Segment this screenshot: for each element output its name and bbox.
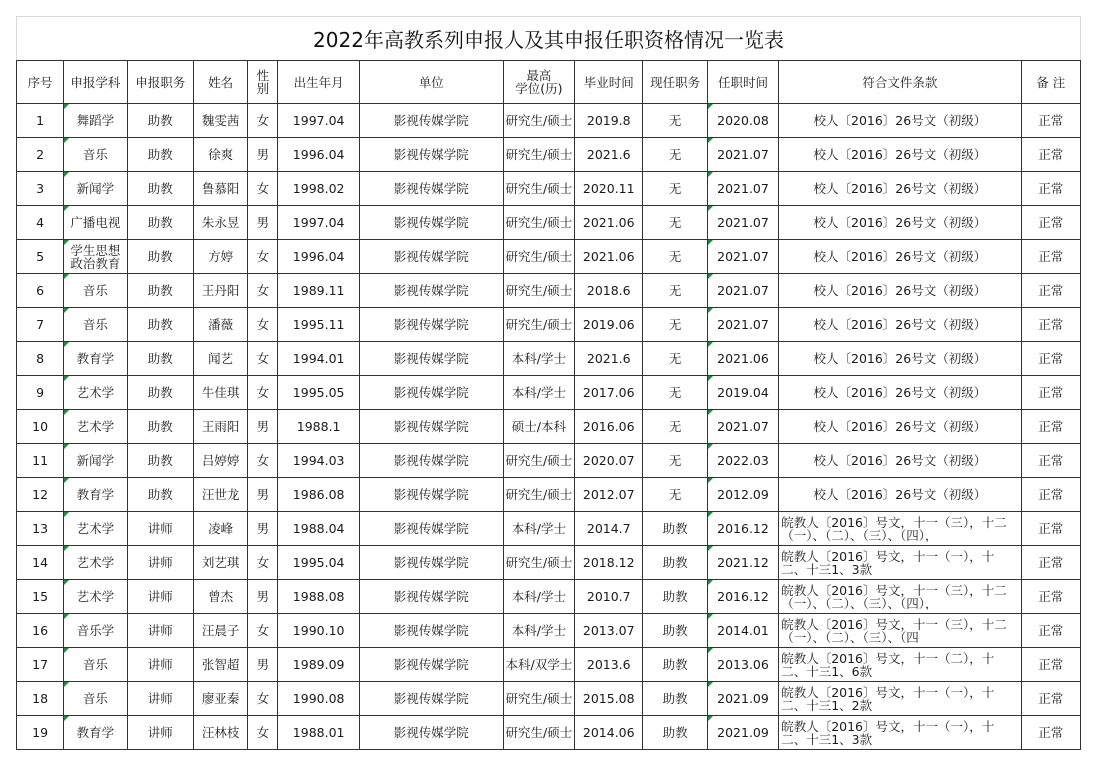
cell-grad[interactable]: 2013.07 [575,614,643,648]
cell-clause[interactable] [779,682,1021,716]
cell-subject[interactable]: 音乐 [64,138,127,172]
cell-no[interactable]: 9 [17,376,64,410]
cell-position[interactable]: 助教 [127,478,193,512]
cell-clause-text: 皖教人〔2016〕号文，十一（一），十二、十三1、3款 [781,719,995,746]
cell-degree[interactable]: 研究生/硕士 [503,104,574,138]
header-gender-line1: 性 [256,68,270,83]
cell-note[interactable]: 正常 [1021,308,1080,342]
cell-position[interactable]: 讲师 [127,648,193,682]
cell-no[interactable]: 16 [17,614,64,648]
cell-degree[interactable]: 本科/学士 [503,376,574,410]
cell-grad[interactable]: 2021.6 [575,138,643,172]
cell-clause[interactable] [779,546,1021,580]
cell-gender[interactable]: 男 [248,512,278,546]
cell-gender[interactable]: 男 [248,478,278,512]
cell-unit[interactable]: 影视传媒学院 [359,580,503,614]
cell-subject[interactable]: 艺术学 [64,546,127,580]
cell-subject[interactable]: 艺术学 [64,376,127,410]
cell-birth[interactable]: 1989.11 [278,274,359,308]
cell-unit[interactable]: 影视传媒学院 [359,138,503,172]
cell-unit[interactable]: 影视传媒学院 [359,410,503,444]
cell-since[interactable]: 2014.01 [707,614,778,648]
cell-gender[interactable]: 女 [248,614,278,648]
table-row [17,546,1081,580]
cell-gender[interactable]: 女 [248,274,278,308]
cell-subject[interactable]: 新闻学 [64,444,127,478]
cell-birth[interactable]: 1989.09 [278,648,359,682]
table-row [17,648,1081,682]
cell-no[interactable]: 4 [17,206,64,240]
cell-gender[interactable]: 女 [248,376,278,410]
cell-note[interactable]: 正常 [1021,546,1080,580]
cell-name[interactable]: 张智超 [193,648,247,682]
cell-no[interactable]: 15 [17,580,64,614]
cell-since[interactable]: 2021.07 [707,240,778,274]
cell-degree[interactable]: 本科/双学士 [503,648,574,682]
cell-current[interactable]: 无 [643,274,707,308]
cell-unit[interactable]: 影视传媒学院 [359,104,503,138]
cell-clause[interactable]: 校人〔2016〕26号文（初级） [779,104,1021,138]
cell-since[interactable]: 2021.07 [707,274,778,308]
cell-no[interactable]: 8 [17,342,64,376]
cell-birth[interactable]: 1990.10 [278,614,359,648]
cell-name[interactable]: 徐爽 [193,138,247,172]
cell-grad[interactable]: 2020.07 [575,444,643,478]
cell-name[interactable]: 汪林枝 [193,716,247,750]
header-position[interactable]: 申报职务 [127,61,193,104]
cell-subject[interactable]: 广播电视 [64,206,127,240]
cell-no[interactable]: 18 [17,682,64,716]
cell-current[interactable]: 无 [643,104,707,138]
cell-subject[interactable]: 音乐 [64,648,127,682]
cell-name[interactable]: 闻艺 [193,342,247,376]
cell-current[interactable]: 无 [643,138,707,172]
cell-note[interactable]: 正常 [1021,274,1080,308]
table-row [17,206,1081,240]
cell-clause[interactable]: 校人〔2016〕26号文（初级） [779,342,1021,376]
cell-grad[interactable]: 2018.6 [575,274,643,308]
cell-current[interactable]: 助教 [643,614,707,648]
cell-clause[interactable]: 校人〔2016〕26号文（初级） [779,240,1021,274]
cell-position[interactable]: 助教 [127,444,193,478]
cell-gender[interactable]: 男 [248,138,278,172]
cell-gender[interactable]: 女 [248,716,278,750]
cell-unit[interactable]: 影视传媒学院 [359,478,503,512]
cell-gender[interactable]: 男 [248,410,278,444]
cell-current[interactable]: 无 [643,376,707,410]
cell-clause[interactable]: 校人〔2016〕26号文（初级） [779,274,1021,308]
cell-since[interactable]: 2021.12 [707,546,778,580]
cell-current[interactable]: 助教 [643,648,707,682]
cell-position[interactable]: 助教 [127,342,193,376]
table-row [17,512,1081,546]
cell-clause-text: 皖教人〔2016〕号文，十一（二），十二、十三1、6款 [781,651,995,678]
cell-position[interactable]: 助教 [127,274,193,308]
cell-degree[interactable]: 研究生/硕士 [503,206,574,240]
cell-birth[interactable]: 1988.08 [278,580,359,614]
cell-current[interactable]: 助教 [643,546,707,580]
table-row [17,444,1081,478]
cell-clause[interactable]: 校人〔2016〕26号文（初级） [779,138,1021,172]
cell-unit[interactable]: 影视传媒学院 [359,376,503,410]
cell-birth[interactable]: 1986.08 [278,478,359,512]
cell-since[interactable]: 2022.03 [707,444,778,478]
header-unit[interactable]: 单位 [359,61,503,104]
cell-since[interactable]: 2016.12 [707,512,778,546]
cell-current[interactable]: 无 [643,410,707,444]
cell-degree[interactable]: 硕士/本科 [503,410,574,444]
cell-position[interactable]: 讲师 [127,546,193,580]
header-subject[interactable]: 申报学科 [64,61,127,104]
cell-degree[interactable]: 研究生/硕士 [503,240,574,274]
cell-grad[interactable]: 2017.06 [575,376,643,410]
cell-no[interactable]: 14 [17,546,64,580]
cell-degree[interactable]: 研究生/硕士 [503,716,574,750]
cell-clause[interactable] [779,512,1021,546]
cell-name[interactable]: 刘艺琪 [193,546,247,580]
cell-since[interactable]: 2016.12 [707,580,778,614]
cell-name[interactable]: 汪晨子 [193,614,247,648]
table-row [17,274,1081,308]
cell-degree[interactable]: 研究生/硕士 [503,308,574,342]
cell-position[interactable]: 助教 [127,206,193,240]
cell-gender[interactable]: 女 [248,172,278,206]
cell-subject[interactable]: 艺术学 [64,410,127,444]
table-row [17,580,1081,614]
cell-clause[interactable] [779,716,1021,750]
header-grad[interactable]: 毕业时间 [575,61,643,104]
table-row [17,138,1081,172]
cell-degree[interactable]: 研究生/硕士 [503,546,574,580]
cell-birth[interactable]: 1995.11 [278,308,359,342]
cell-no[interactable]: 19 [17,716,64,750]
table-row [17,240,1081,274]
cell-current[interactable]: 无 [643,478,707,512]
cell-subject[interactable]: 音乐 [64,308,127,342]
cell-since[interactable]: 2019.04 [707,376,778,410]
cell-note[interactable]: 正常 [1021,206,1080,240]
table-row [17,376,1081,410]
cell-position[interactable]: 讲师 [127,580,193,614]
cell-degree[interactable]: 研究生/硕士 [503,444,574,478]
cell-subject[interactable]: 音乐学 [64,614,127,648]
cell-degree[interactable]: 研究生/硕士 [503,682,574,716]
cell-gender[interactable]: 女 [248,546,278,580]
cell-birth[interactable]: 1995.04 [278,546,359,580]
header-row [17,61,1081,104]
header-no[interactable]: 序号 [17,61,64,104]
table-row [17,410,1081,444]
cell-clause[interactable]: 校人〔2016〕26号文（初级） [779,478,1021,512]
cell-unit[interactable]: 影视传媒学院 [359,172,503,206]
cell-note[interactable]: 正常 [1021,716,1080,750]
cell-unit[interactable]: 影视传媒学院 [359,546,503,580]
cell-current[interactable]: 无 [643,444,707,478]
cell-birth[interactable]: 1995.05 [278,376,359,410]
cell-since[interactable]: 2013.06 [707,648,778,682]
cell-clause[interactable]: 校人〔2016〕26号文（初级） [779,376,1021,410]
cell-current[interactable]: 助教 [643,512,707,546]
cell-position[interactable]: 助教 [127,240,193,274]
cell-degree[interactable]: 研究生/硕士 [503,274,574,308]
cell-subject[interactable]: 音乐 [64,682,127,716]
cell-birth[interactable]: 1990.08 [278,682,359,716]
cell-note[interactable]: 正常 [1021,512,1080,546]
cell-birth[interactable]: 1988.04 [278,512,359,546]
cell-degree[interactable]: 本科/学士 [503,614,574,648]
cell-note[interactable]: 正常 [1021,172,1080,206]
cell-current[interactable]: 无 [643,342,707,376]
cell-no[interactable]: 11 [17,444,64,478]
cell-name[interactable]: 方婷 [193,240,247,274]
cell-name[interactable]: 鲁慕阳 [193,172,247,206]
cell-name[interactable]: 汪世龙 [193,478,247,512]
cell-clause-text: 皖教人〔2016〕号文，十一（三），十二（一）、（二）、（三）、（四）， [781,583,1007,610]
cell-grad[interactable]: 2018.12 [575,546,643,580]
cell-name[interactable]: 朱永昱 [193,206,247,240]
cell-note[interactable]: 正常 [1021,104,1080,138]
cell-current[interactable]: 无 [643,172,707,206]
cell-clause[interactable]: 校人〔2016〕26号文（初级） [779,206,1021,240]
cell-subject[interactable]: 教育学 [64,342,127,376]
cell-birth[interactable]: 1996.04 [278,240,359,274]
header-birth[interactable]: 出生年月 [278,61,359,104]
cell-name[interactable]: 潘薇 [193,308,247,342]
cell-note[interactable]: 正常 [1021,682,1080,716]
cell-gender[interactable]: 男 [248,206,278,240]
cell-gender[interactable]: 男 [248,648,278,682]
cell-since[interactable]: 2020.08 [707,104,778,138]
cell-no[interactable]: 17 [17,648,64,682]
cell-since[interactable]: 2021.07 [707,308,778,342]
cell-subject[interactable]: 艺术学 [64,512,127,546]
cell-since[interactable]: 2012.09 [707,478,778,512]
cell-subject[interactable]: 音乐 [64,274,127,308]
cell-unit[interactable]: 影视传媒学院 [359,274,503,308]
cell-clause-text: 皖教人〔2016〕号文，十一（三），十二（一）、（二）、（三）、（四 [781,617,1007,644]
cell-grad[interactable]: 2019.06 [575,308,643,342]
cell-unit[interactable]: 影视传媒学院 [359,682,503,716]
cell-position[interactable]: 助教 [127,104,193,138]
cell-no[interactable]: 2 [17,138,64,172]
cell-grad[interactable]: 2021.6 [575,342,643,376]
cell-clause[interactable]: 校人〔2016〕26号文（初级） [779,172,1021,206]
cell-note[interactable]: 正常 [1021,240,1080,274]
cell-unit[interactable]: 影视传媒学院 [359,308,503,342]
cell-name[interactable]: 吕婷婷 [193,444,247,478]
cell-subject[interactable]: 艺术学 [64,580,127,614]
cell-degree[interactable]: 研究生/硕士 [503,138,574,172]
header-name[interactable]: 姓名 [193,61,247,104]
table-row [17,682,1081,716]
cell-clause-text: 皖教人〔2016〕号文，十一（三），十二（一）、（二）、（三）、（四）， [781,515,1007,542]
spreadsheet [16,16,1081,750]
cell-birth[interactable]: 1997.04 [278,104,359,138]
header-degree-line2: 学位(历) [515,81,563,96]
header-current[interactable]: 现任职务 [643,61,707,104]
cell-birth[interactable]: 1988.1 [278,410,359,444]
cell-note[interactable]: 正常 [1021,342,1080,376]
cell-name[interactable]: 王雨阳 [193,410,247,444]
header-clause[interactable]: 符合文件条款 [779,61,1021,104]
cell-note[interactable]: 正常 [1021,410,1080,444]
cell-position[interactable]: 助教 [127,172,193,206]
cell-name[interactable]: 廖亚秦 [193,682,247,716]
cell-clause[interactable] [779,580,1021,614]
cell-position[interactable]: 助教 [127,376,193,410]
cell-grad[interactable]: 2016.06 [575,410,643,444]
cell-birth[interactable]: 1994.01 [278,342,359,376]
cell-grad[interactable]: 2010.7 [575,580,643,614]
header-gender-line2: 别 [256,81,270,96]
header-since[interactable]: 任职时间 [707,61,778,104]
cell-no[interactable]: 5 [17,240,64,274]
cell-current[interactable]: 助教 [643,580,707,614]
header-degree-line1: 最高 [526,68,552,83]
cell-since[interactable]: 2021.07 [707,138,778,172]
cell-birth[interactable]: 1998.02 [278,172,359,206]
cell-position[interactable]: 助教 [127,410,193,444]
cell-name[interactable]: 魏雯茜 [193,104,247,138]
cell-no[interactable]: 6 [17,274,64,308]
cell-clause-text: 皖教人〔2016〕号文，十一（一），十二、十三1、2款 [781,685,995,712]
cell-note[interactable]: 正常 [1021,478,1080,512]
cell-name[interactable]: 王丹阳 [193,274,247,308]
cell-clause[interactable] [779,614,1021,648]
cell-name[interactable]: 牛佳琪 [193,376,247,410]
cell-subject[interactable]: 新闻学 [64,172,127,206]
cell-unit[interactable]: 影视传媒学院 [359,614,503,648]
cell-note[interactable]: 正常 [1021,580,1080,614]
table-row [17,342,1081,376]
header-note[interactable]: 备 注 [1021,61,1080,104]
cell-grad[interactable]: 2012.07 [575,478,643,512]
cell-position[interactable]: 助教 [127,138,193,172]
cell-position[interactable]: 讲师 [127,512,193,546]
table-row [17,478,1081,512]
cell-position[interactable]: 讲师 [127,614,193,648]
cell-no[interactable]: 7 [17,308,64,342]
cell-gender[interactable]: 男 [248,580,278,614]
cell-note[interactable]: 正常 [1021,614,1080,648]
cell-gender[interactable]: 女 [248,444,278,478]
cell-no[interactable]: 10 [17,410,64,444]
cell-note[interactable]: 正常 [1021,138,1080,172]
cell-subject[interactable]: 学生思想政治教育 [64,240,127,274]
cell-degree[interactable]: 本科/学士 [503,342,574,376]
cell-gender[interactable]: 女 [248,240,278,274]
cell-current[interactable]: 助教 [643,682,707,716]
header-gender[interactable] [248,61,278,104]
cell-no[interactable]: 1 [17,104,64,138]
cell-gender[interactable]: 女 [248,308,278,342]
cell-gender[interactable]: 女 [248,682,278,716]
cell-clause[interactable] [779,648,1021,682]
cell-unit[interactable]: 影视传媒学院 [359,444,503,478]
cell-birth[interactable]: 1988.01 [278,716,359,750]
cell-since[interactable]: 2021.09 [707,682,778,716]
cell-grad[interactable]: 2014.06 [575,716,643,750]
cell-no[interactable]: 3 [17,172,64,206]
table-row [17,104,1081,138]
cell-since[interactable]: 2021.07 [707,172,778,206]
cell-note[interactable]: 正常 [1021,376,1080,410]
cell-since[interactable]: 2021.09 [707,716,778,750]
cell-since[interactable]: 2021.07 [707,410,778,444]
cell-position[interactable]: 讲师 [127,682,193,716]
cell-current[interactable]: 无 [643,240,707,274]
cell-name[interactable]: 凌峰 [193,512,247,546]
cell-degree[interactable]: 研究生/硕士 [503,172,574,206]
cell-unit[interactable]: 影视传媒学院 [359,342,503,376]
cell-grad[interactable]: 2020.11 [575,172,643,206]
cell-current[interactable]: 无 [643,206,707,240]
table-row [17,308,1081,342]
table-row [17,614,1081,648]
cell-degree[interactable]: 本科/学士 [503,512,574,546]
cell-since[interactable]: 2021.07 [707,206,778,240]
table-row [17,716,1081,750]
cell-subject[interactable]: 舞蹈学 [64,104,127,138]
cell-unit[interactable]: 影视传媒学院 [359,206,503,240]
cell-clause[interactable]: 校人〔2016〕26号文（初级） [779,444,1021,478]
cell-note[interactable]: 正常 [1021,648,1080,682]
cell-clause[interactable]: 校人〔2016〕26号文（初级） [779,410,1021,444]
cell-name[interactable]: 曾杰 [193,580,247,614]
cell-degree[interactable]: 本科/学士 [503,580,574,614]
cell-unit[interactable]: 影视传媒学院 [359,648,503,682]
cell-position[interactable]: 讲师 [127,716,193,750]
table-row [17,172,1081,206]
cell-subject[interactable]: 教育学 [64,478,127,512]
cell-current[interactable]: 无 [643,308,707,342]
cell-clause-text: 皖教人〔2016〕号文，十一（一），十二、十三1、3款 [781,549,995,576]
cell-clause[interactable]: 校人〔2016〕26号文（初级） [779,308,1021,342]
cell-unit[interactable]: 影视传媒学院 [359,240,503,274]
cell-position[interactable]: 助教 [127,308,193,342]
cell-grad[interactable]: 2021.06 [575,240,643,274]
cell-gender[interactable]: 女 [248,342,278,376]
sheet-title: 2022年高教系列申报人及其申报任职资格情况一览表 [16,16,1081,60]
header-degree[interactable] [503,61,574,104]
cell-birth[interactable]: 1996.04 [278,138,359,172]
cell-no[interactable]: 12 [17,478,64,512]
cell-grad[interactable]: 2014.7 [575,512,643,546]
cell-unit[interactable]: 影视传媒学院 [359,716,503,750]
cell-since[interactable]: 2021.06 [707,342,778,376]
cell-gender[interactable]: 女 [248,104,278,138]
cell-current[interactable]: 助教 [643,716,707,750]
cell-no[interactable]: 13 [17,512,64,546]
cell-grad[interactable]: 2019.8 [575,104,643,138]
cell-birth[interactable]: 1997.04 [278,206,359,240]
cell-unit[interactable]: 影视传媒学院 [359,512,503,546]
cell-degree[interactable]: 研究生/硕士 [503,478,574,512]
cell-grad[interactable]: 2021.06 [575,206,643,240]
cell-grad[interactable]: 2013.6 [575,648,643,682]
cell-grad[interactable]: 2015.08 [575,682,643,716]
applicant-table [16,60,1081,750]
cell-birth[interactable]: 1994.03 [278,444,359,478]
cell-note[interactable]: 正常 [1021,444,1080,478]
cell-subject[interactable]: 教育学 [64,716,127,750]
